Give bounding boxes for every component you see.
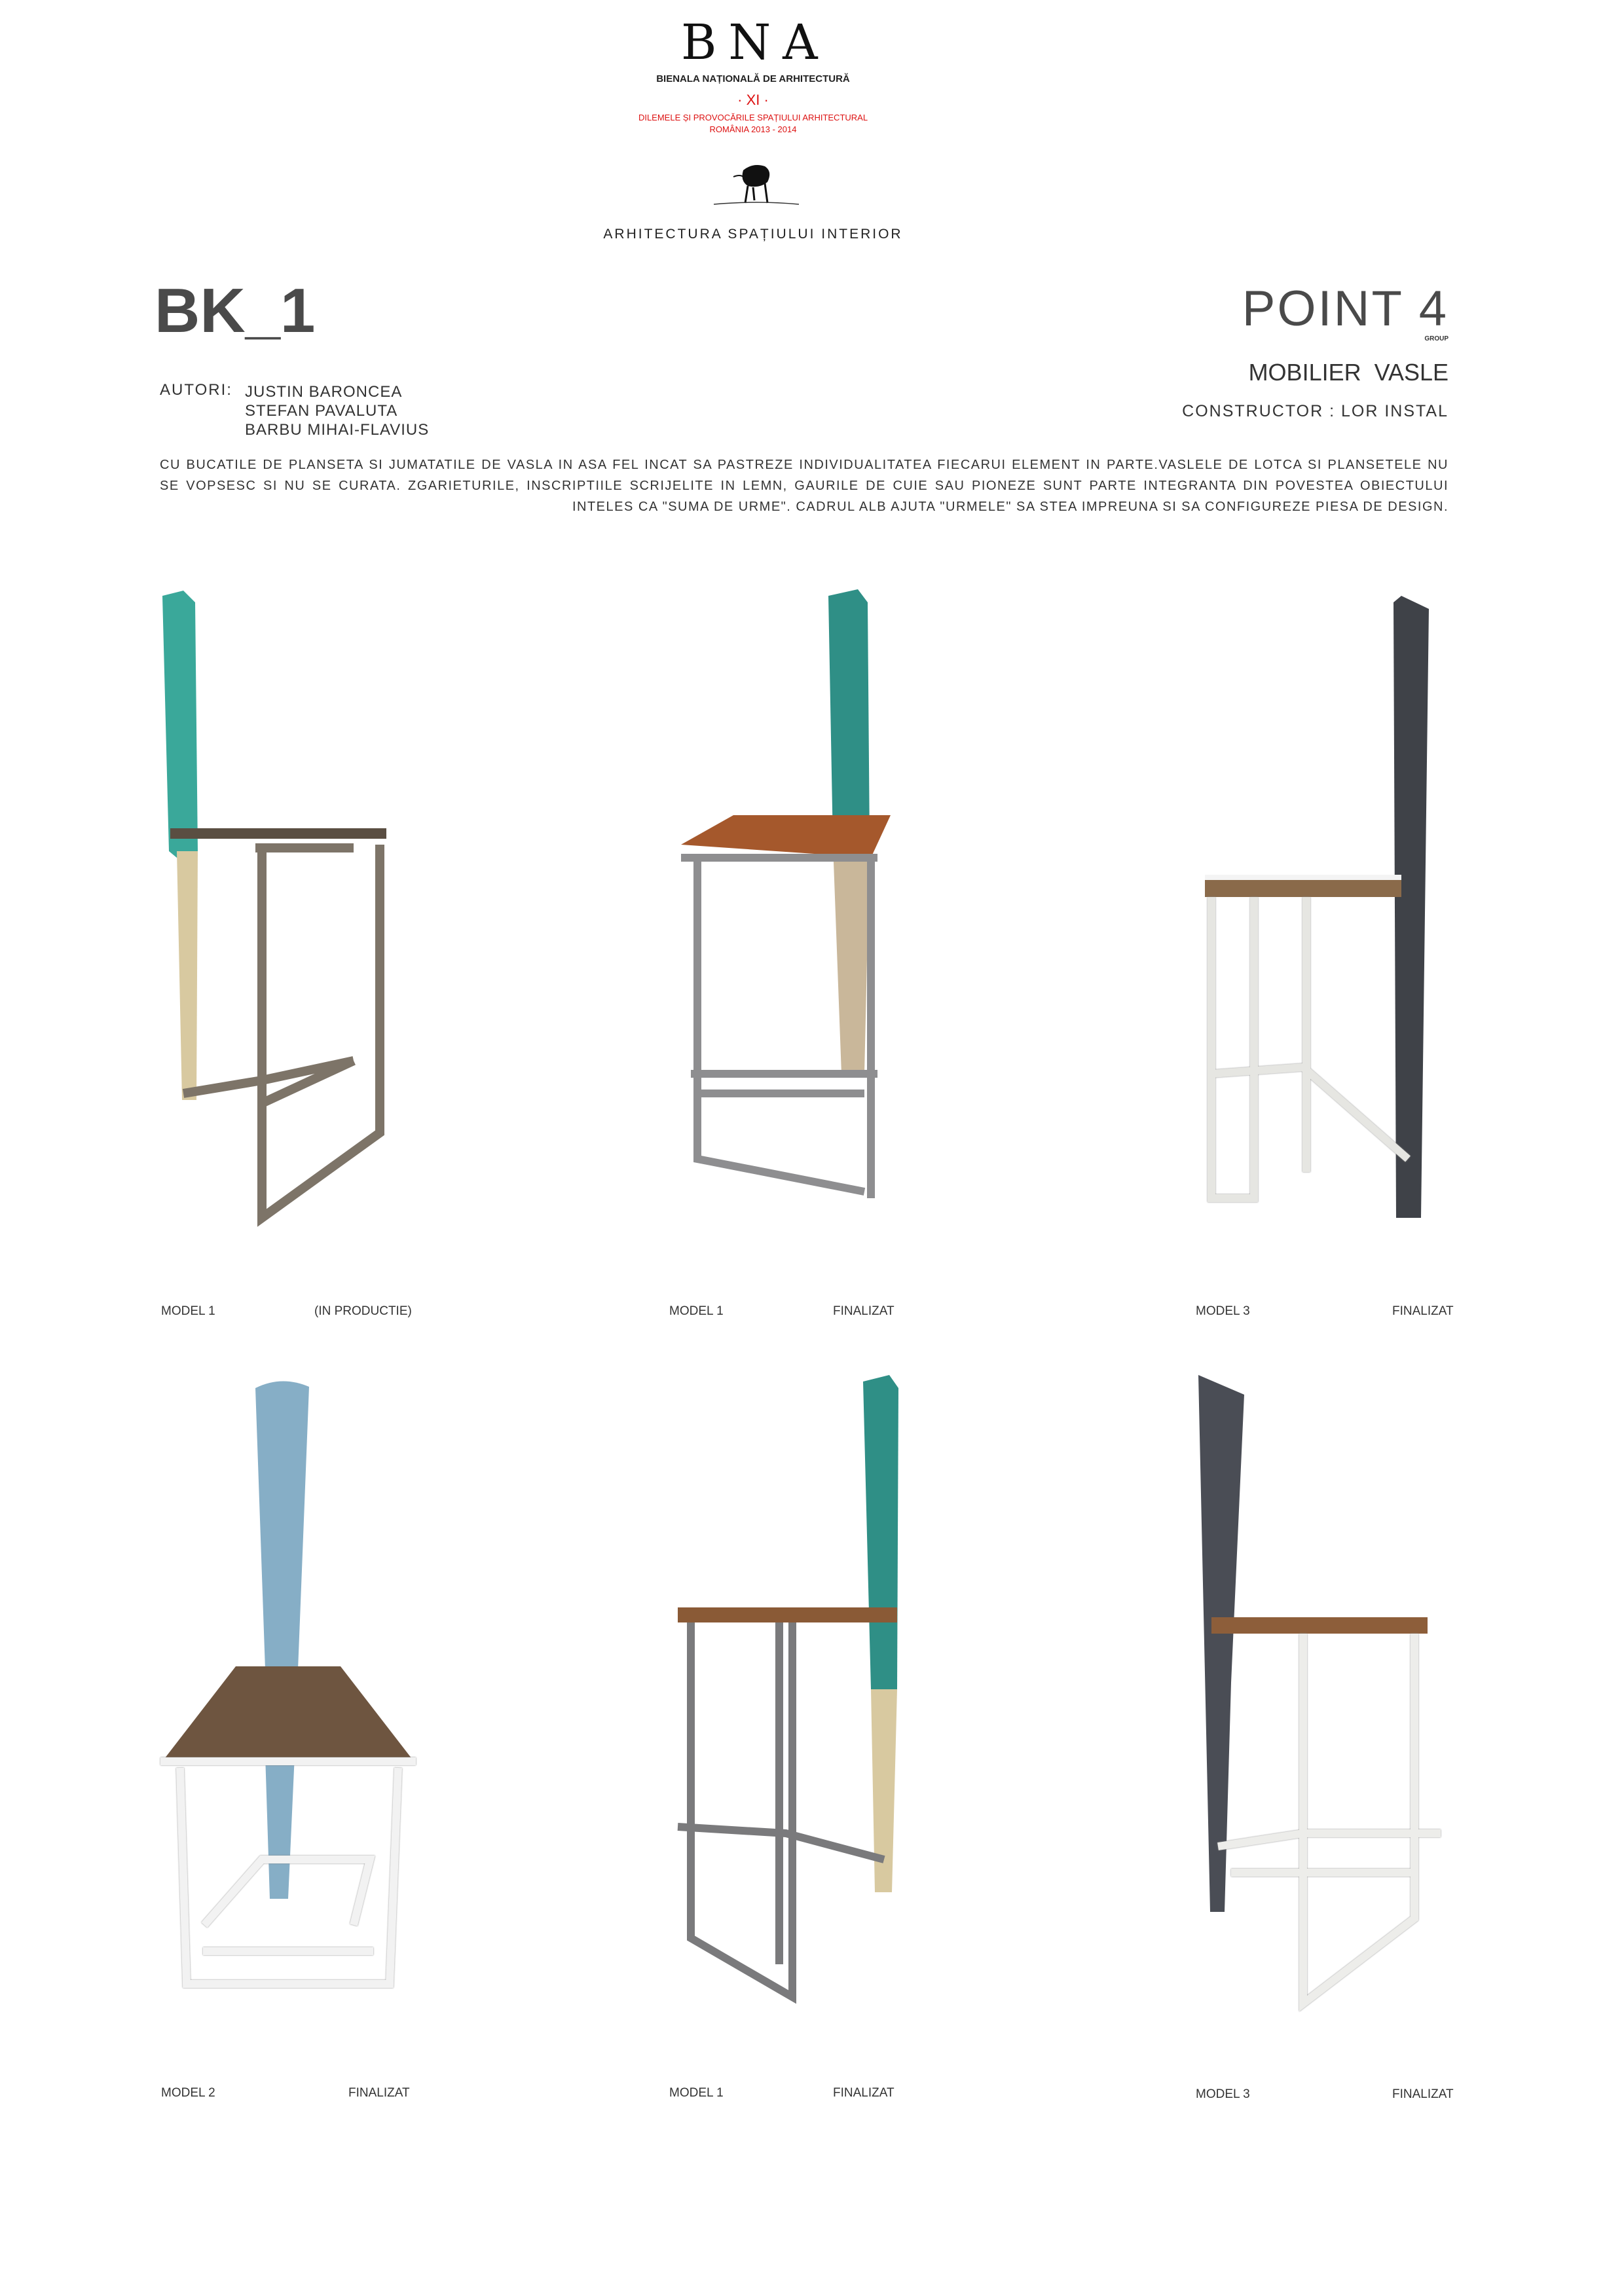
gallery-model: MODEL 3 xyxy=(1196,1304,1250,1318)
gallery-status: FINALIZAT xyxy=(833,1304,895,1318)
chair-drawing xyxy=(157,589,406,1231)
author-name: JUSTIN BARONCEA xyxy=(245,383,403,401)
chair-photo xyxy=(661,1375,910,2017)
author-name: BARBU MIHAI-FLAVIUS xyxy=(245,421,430,439)
authors-label: AUTORI: xyxy=(160,381,232,399)
gallery-model: MODEL 1 xyxy=(161,1304,215,1318)
oar-blade xyxy=(828,589,870,845)
chair-seat xyxy=(1205,877,1401,897)
chair-drawing xyxy=(661,589,910,1231)
chair-seat xyxy=(678,1607,897,1622)
chair-frame xyxy=(678,1622,884,1997)
project-title: BK_1 xyxy=(155,276,316,346)
project-description: CU BUCATILE DE PLANSETA SI JUMATATILE DE VASLA IN ASA FEL INCAT SA PASTREZE INDIVIDUALITATEA FIECARUI ELEMENT IN PARTE.VASLELE DE LOTCA SI PLANSETELE NU SE VOPSESC SI NU SE CURATA. ZGARIETURILE, INSCRIPTIILE SCRIJELITE IN LEMN, GAURILE DE CUIE SAU PIONEZE SUNT PARTE INTEGRANTA DIN POVESTEA OBIECTULUI INTELES CA "SUMA DE URME". CADRUL ALB AJUTA "URMELE" SA STEA IMPREUNA SI SA CONFIGUREZE PIESA DE DESIGN. xyxy=(160,458,1449,514)
group-tag: GROUP xyxy=(1424,335,1449,342)
chair-frame xyxy=(1211,897,1408,1198)
chair-photo xyxy=(1192,589,1454,1231)
biennale-years: ROMÂNIA 2013 - 2014 xyxy=(709,124,797,134)
chair-frame xyxy=(183,845,380,1218)
author-name: STEFAN PAVALUTA xyxy=(245,402,398,420)
gallery-model: MODEL 1 xyxy=(669,1304,724,1318)
chair-drawing xyxy=(157,1375,419,2017)
oar-blade xyxy=(255,1381,309,1670)
chair-seat xyxy=(170,828,386,839)
chair-photo xyxy=(157,589,406,1231)
group-name: POINT 4 xyxy=(1242,281,1449,337)
gallery-model: MODEL 2 xyxy=(161,2086,215,2100)
chair-sketch-icon xyxy=(707,157,805,216)
product-line: MOBILIER VASLE xyxy=(1248,359,1449,386)
biennale-theme: DILEMELE ȘI PROVOCĂRILE SPAȚIULUI ARHITECTURAL xyxy=(638,113,868,122)
chair-seat xyxy=(162,1666,414,1761)
chair-drawing xyxy=(661,1375,910,2017)
constructor: CONSTRUCTOR : LOR INSTAL xyxy=(1182,402,1449,420)
gallery-status: FINALIZAT xyxy=(1392,2087,1454,2101)
chair-photo xyxy=(157,1375,419,2017)
oar-blade xyxy=(1198,1375,1244,1912)
biennale-subtitle: BIENALA NAȚIONALĂ DE ARHITECTURĂ xyxy=(656,73,850,84)
chair-seat xyxy=(681,815,891,858)
gallery-status: FINALIZAT xyxy=(1392,1304,1454,1318)
gallery-status: FINALIZAT xyxy=(833,2086,895,2100)
chair-seat xyxy=(1211,1617,1428,1634)
chair-photo xyxy=(661,589,910,1231)
authors-list xyxy=(245,382,429,439)
chair-photo xyxy=(1192,1375,1454,2017)
gallery-model: MODEL 3 xyxy=(1196,2087,1250,2101)
oar-blade xyxy=(162,591,198,858)
edition-number: · XI · xyxy=(737,92,769,108)
chair-frame xyxy=(1218,1634,1441,2004)
gallery-status: (IN PRODUCTIE) xyxy=(314,1304,412,1318)
oar-blade xyxy=(863,1375,898,1689)
oar-blade xyxy=(1393,596,1429,1218)
bna-logo-text: BNA xyxy=(681,14,830,71)
gallery-status: FINALIZAT xyxy=(348,2086,410,2100)
chair-drawing xyxy=(1192,1375,1454,2017)
gallery-model: MODEL 1 xyxy=(669,2086,724,2100)
section-title: ARHITECTURA SPAȚIULUI INTERIOR xyxy=(603,227,903,242)
chair-drawing xyxy=(1192,589,1454,1231)
